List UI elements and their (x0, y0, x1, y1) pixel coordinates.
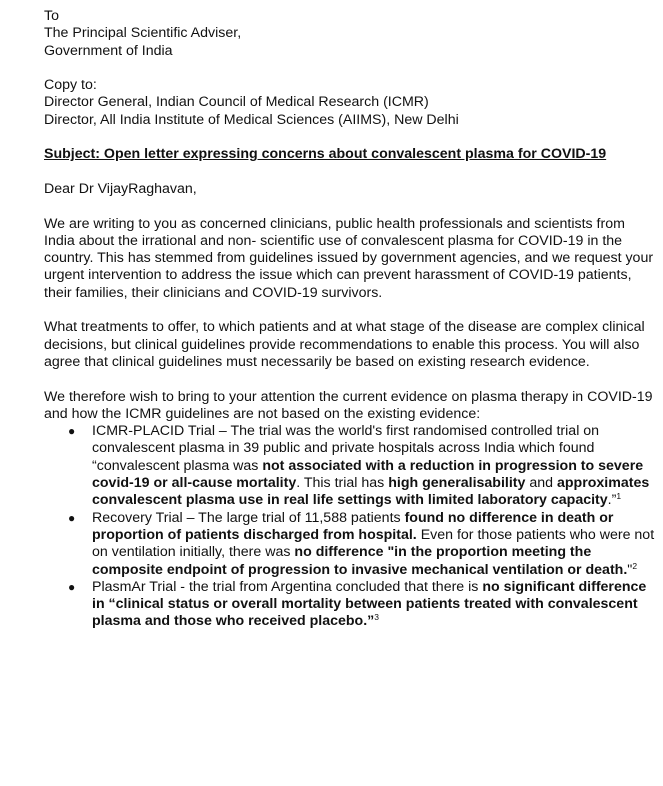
recovery-text-3: " (627, 561, 633, 578)
to-label: To (44, 8, 59, 24)
spacer (44, 198, 658, 215)
bullet-icon: ● (68, 424, 76, 439)
paragraph-evidence-intro: We therefore wish to bring to your attention the current evidence on plasma therapy in COVID-19 and how the ICMR guidelines are not based on the existing evidence: (44, 388, 653, 422)
addressee-title: The Principal Scientific Adviser, (44, 25, 242, 42)
salutation: Dear Dr VijayRaghavan, (44, 180, 197, 197)
list-item-plasmar (44, 579, 658, 631)
spacer (44, 129, 658, 146)
letter-page (44, 8, 658, 631)
placid-bold-real-life: approximates convalescent plasma use in real life settings with limited laboratory capacity (92, 475, 650, 509)
reference-1: 1 (616, 491, 622, 502)
trial-evidence-list (44, 423, 658, 631)
subject-line: Subject: Open letter expressing concerns about convalescent plasma for COVID-19 (44, 146, 607, 163)
spacer (44, 164, 658, 181)
bullet-icon: ● (68, 579, 76, 594)
copy-to-heading: Copy to: (44, 77, 97, 94)
paragraph-concern: We are writing to you as concerned clinicians, public health professionals and scientists from India about the irrational and non- scientific use of convalescent plasma for COVID-19 in the country. This has stemmed from guidelines issued by government agencies, and we request your urgent intervention to address the issue which can prevent harassment of COVID-19 patients, their families, their clinicians and COVID-19 survivors. (44, 215, 654, 301)
recovery-text-2: Even for those patients who were not on ventilation initially, there was (92, 526, 655, 561)
spacer (44, 371, 658, 388)
recovery-text-1: Recovery Trial – The large trial of 11,588 patients (92, 509, 405, 526)
bullet-icon: ● (68, 510, 76, 525)
placid-bold-generalisability: high generalisability (388, 475, 526, 492)
addressee-org: Government of India (44, 42, 173, 59)
copy-recipient-aiims: Director, All India Institute of Medical Sciences (AIIMS), New Delhi (44, 111, 459, 128)
placid-text-1: ICMR-PLACID Trial – The trial was the world's first randomised controlled trial on convalescent plasma in 39 public and private hospitals across India which found “convalescent plasma was (92, 423, 600, 474)
recovery-bold-ventilation: no difference "in the proportion meeting the composite endpoint of progression to invasive mechanical ventilation or death. (92, 544, 628, 578)
copy-recipient-icmr: Director General, Indian Council of Medical Research (ICMR) (44, 94, 429, 111)
placid-text-4: .” (607, 492, 617, 509)
spacer (44, 60, 658, 77)
list-item-recovery (44, 510, 658, 579)
placid-bold-finding: not associated with a reduction in progression to severe covid-19 or all-cause mortality (92, 457, 644, 492)
spacer (44, 302, 658, 319)
plasmar-text-1: PlasmAr Trial - the trial from Argentina concluded that there is (92, 578, 483, 595)
recovery-bold-finding: found no difference in death or proportion of patients discharged from hospital. (92, 509, 614, 543)
plasmar-bold-finding: no significant difference in “clinical status or overall mortality between patients treated with convalescent plasma and those who received placebo.” (92, 578, 647, 630)
placid-text-3: and (525, 475, 557, 492)
reference-2: 2 (632, 560, 638, 571)
list-item-placid (44, 423, 658, 509)
paragraph-guidelines: What treatments to offer, to which patients and at what stage of the disease are complex clinical decisions, but clinical guidelines provide recommendations to enable this process. You will also agree that clinical guidelines must necessarily be based on existing research evidence. (44, 319, 645, 370)
reference-3: 3 (374, 612, 379, 623)
placid-text-2: . This trial has (296, 475, 389, 492)
